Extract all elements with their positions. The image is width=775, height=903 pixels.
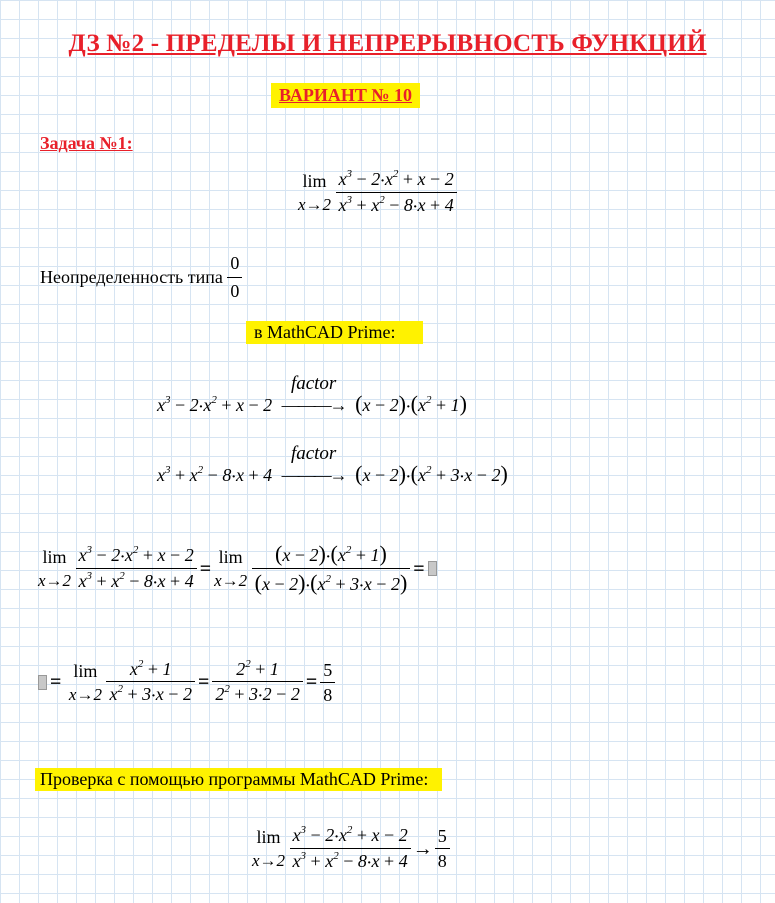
uncertainty-line: [40, 253, 242, 302]
factor-numerator: $x^3 - 2\cdot x^2 + x - 2$ factor ———→ $(x - 2)\cdot(x^2 + 1)$: [157, 373, 467, 416]
placeholder-marker: [38, 675, 47, 690]
limit-operator: lim x→2: [38, 547, 72, 590]
uncertainty-text: Неопределенность типа: [40, 267, 223, 287]
uncertainty-fraction: $\frac{0}{0}$: [227, 253, 242, 302]
solution-step-1: lim x→2 $\frac{x^3 - 2\cdot x^2 + x - 2}{x^3 + x^2 - 8\cdot x + 4}$ = lim x→2 $\frac{(x - 2)\cdot(x^2 + 1)}{(x - 2)\cdot(x^2 + 3\cdot x - 2)}$ =: [38, 543, 437, 594]
limit-operator: lim x→2: [214, 547, 248, 590]
factor-denominator: $x^3 + x^2 - 8\cdot x + 4$ factor ———→ $(x - 2)\cdot(x^2 + 3\cdot x - 2)$: [157, 443, 508, 486]
solution-step-2: = lim x→2 $\frac{x^2 + 1}{x^2 + 3\cdot x - 2}$ = $\frac{2^2 + 1}{2^2 + 3\cdot 2 - 2}$ = $\frac{5}{8}$: [38, 660, 335, 704]
problem-fraction: $\frac{x^3 - 2\cdot x^2 + x - 2}{x^3 + x^2 - 8\cdot x + 4}$: [336, 170, 457, 215]
factor-arrow: factor ———→: [281, 373, 346, 415]
task-heading: Задача №1:: [40, 133, 133, 153]
placeholder-marker: [428, 561, 437, 576]
page-title: ДЗ №2 - ПРЕДЕЛЫ И НЕПРЕРЫВНОСТЬ ФУНКЦИЙ: [68, 30, 707, 57]
check-limit: lim x→2 $\frac{x^3 - 2\cdot x^2 + x - 2}{x^3 + x^2 - 8\cdot x + 4}$ → $\frac{5}{8}$: [252, 826, 450, 871]
limit-operator: lim x→2: [252, 827, 286, 870]
limit-operator: lim x→2: [298, 171, 332, 214]
limit-operator: lim x→2: [68, 660, 102, 704]
problem-limit: [298, 170, 457, 215]
variant-badge: ВАРИАНТ № 10: [271, 83, 420, 108]
factor-arrow: factor ———→: [281, 443, 346, 485]
mathcad-label: в MathCAD Prime:: [246, 321, 423, 344]
check-label: Проверка с помощью программы MathCAD Prime:: [35, 768, 442, 791]
